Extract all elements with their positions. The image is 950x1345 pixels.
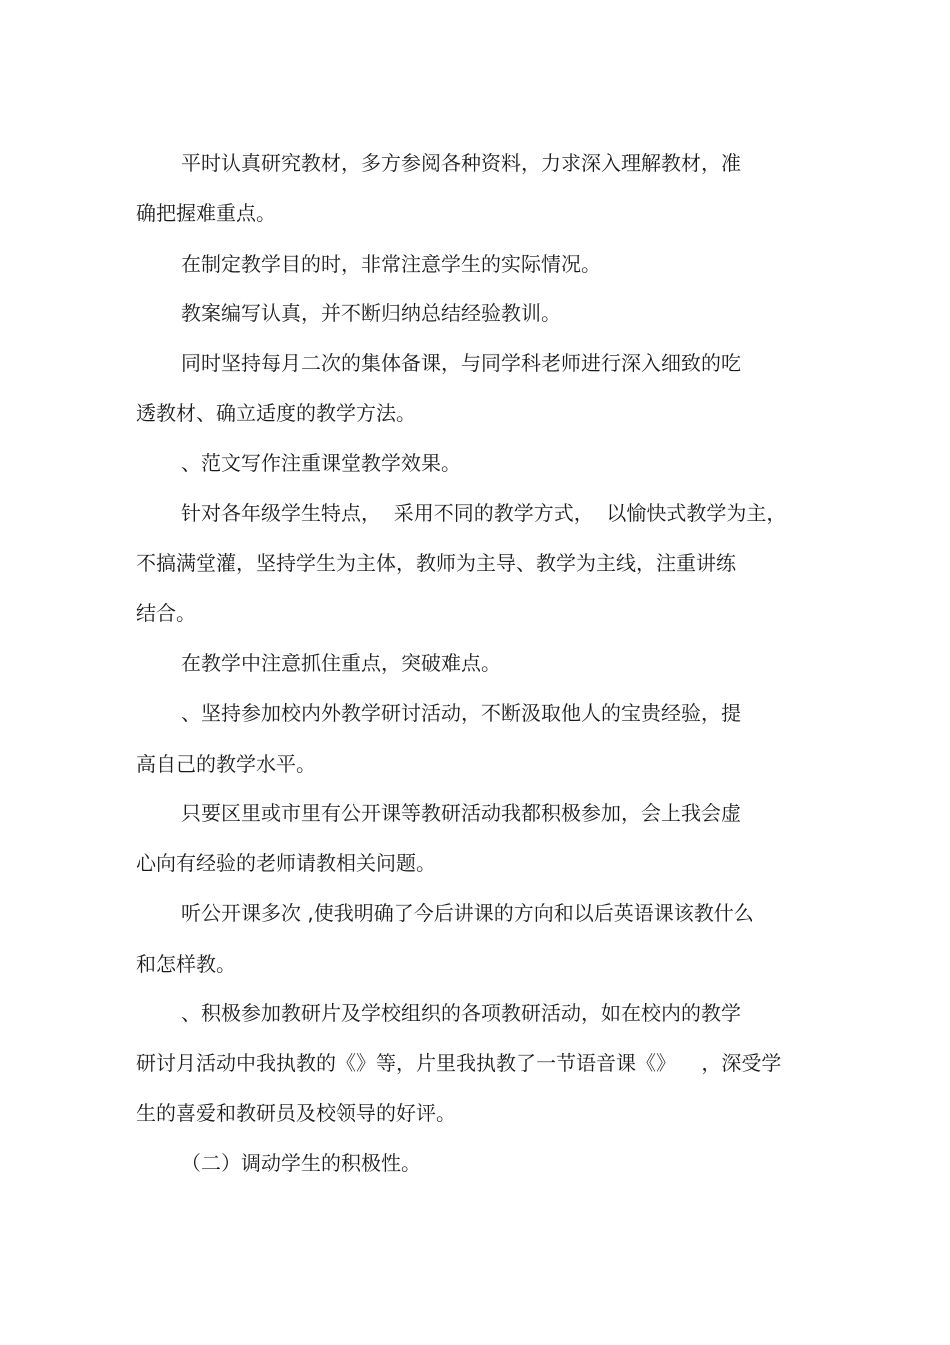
text-line: 心向有经验的老师请教相关问题。: [136, 851, 436, 875]
text-line: 研讨月活动中我执教的《》等，片里我执教了一节语音课《》 ，深受学: [136, 1051, 782, 1075]
text-line: 、范文写作注重课堂教学效果。: [181, 451, 461, 475]
text-line: 和怎样教。: [136, 952, 236, 976]
text-line: 同时坚持每月二次的集体备课，与同学科老师进行深入细致的吃: [181, 351, 741, 375]
text-line: 、坚持参加校内外教学研讨活动，不断汲取他人的宝贵经验，提: [181, 701, 741, 725]
text-line: 教案编写认真，并不断归纳总结经验教训。: [181, 301, 561, 325]
text-line: 确把握难重点。: [136, 201, 276, 225]
text-line: 高自己的教学水平。: [136, 752, 316, 776]
text-line: 在教学中注意抓住重点，突破难点。: [181, 651, 501, 675]
text-line: 结合。: [136, 601, 196, 625]
text-line: 在制定教学目的时，非常注意学生的实际情况。: [181, 252, 601, 276]
text-line: 生的喜爱和教研员及校领导的好评。: [136, 1101, 456, 1125]
text-line: 平时认真研究教材，多方参阅各种资料，力求深入理解教材，准: [181, 151, 741, 175]
text-line: 、积极参加教研片及学校组织的各项教研活动，如在校内的教学: [181, 1001, 741, 1025]
text-line: 不搞满堂灌，坚持学生为主体，教师为主导、教学为主线，注重讲练: [136, 551, 736, 575]
text-line: 透教材、确立适度的教学方法。: [136, 401, 416, 425]
text-line: 针对各年级学生特点， 采用不同的教学方式， 以愉快式教学为主，: [181, 501, 787, 525]
text-line: 只要区里或市里有公开课等教研活动我都积极参加，会上我会虚: [181, 801, 741, 825]
text-line: 听公开课多次 ,使我明确了今后讲课的方向和以后英语课该教什么: [181, 901, 754, 925]
section-heading: （二）调动学生的积极性。: [181, 1151, 421, 1175]
